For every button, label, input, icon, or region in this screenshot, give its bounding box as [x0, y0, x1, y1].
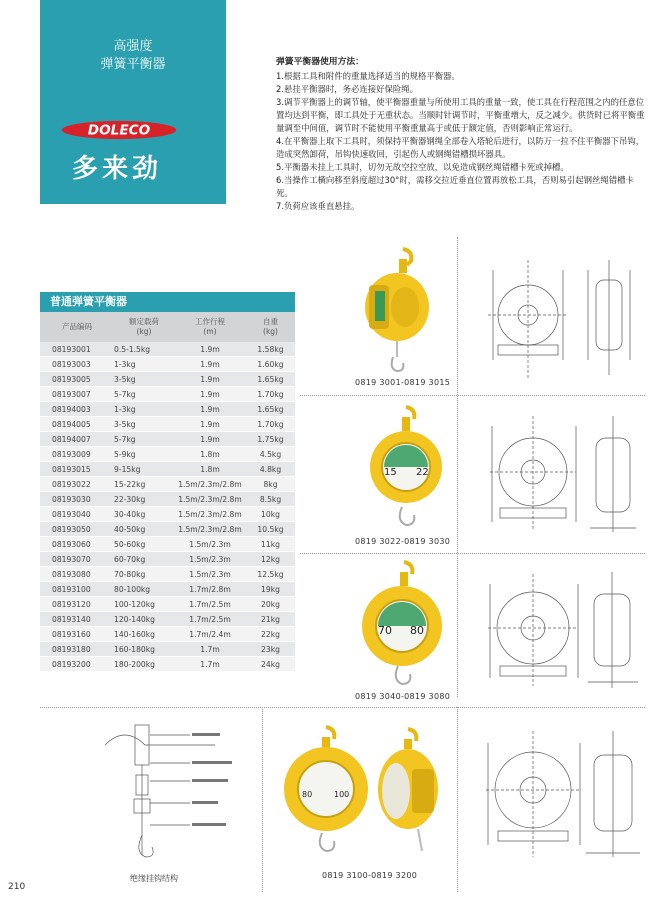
divider-bottom-right: [457, 707, 458, 892]
logo-text: DOLECO: [87, 122, 151, 139]
cell-load: 22-30kg: [114, 494, 146, 504]
instruction-item-2: 2.悬挂平衡器时，务必连接好保险绳。: [276, 84, 418, 94]
cell-load: 30-40kg: [114, 509, 146, 519]
cell-weight: 4.5kg: [259, 449, 282, 459]
table-row: [40, 597, 295, 612]
table-row: [40, 342, 295, 357]
instruction-item-6: 6.当操作工横向移至斜度超过30°时，需移交拉近垂直位置再放松工具，否则易引起钢丝绳错槽卡死。: [276, 175, 634, 198]
cell-load: 3-5kg: [114, 374, 136, 384]
cell-weight: 24kg: [261, 659, 280, 669]
header-load-label: 额定载荷: [129, 317, 159, 326]
cell-code: 08193007: [52, 389, 91, 399]
cell-stroke: 1.7m: [200, 659, 220, 669]
cell-stroke: 1.7m/2.5m: [189, 614, 231, 624]
cell-stroke: 1.9m: [200, 404, 220, 414]
cell-code: 08193200: [52, 659, 91, 669]
cell-load: 40-50kg: [114, 524, 146, 534]
table-row: [40, 612, 295, 627]
gauge-high-label: 80: [410, 624, 424, 637]
cell-weight: 8kg: [263, 479, 278, 489]
cell-weight: 21kg: [261, 614, 280, 624]
cell-stroke: 1.5m/2.3m: [189, 569, 231, 579]
cell-stroke: 1.8m: [200, 449, 220, 459]
instructions-title: 弹簧平衡器使用方法：: [276, 57, 364, 67]
table-row: [40, 432, 295, 447]
cell-load: 80-100kg: [114, 584, 151, 594]
table-header: [40, 312, 295, 342]
caption-product-4: 0819 3100-0819 3200: [322, 871, 418, 880]
header-load: [114, 312, 174, 342]
cell-load: 60-70kg: [114, 554, 146, 564]
instruction-item-1: 1.根据工具和附件的重量选择适当的规格平衡器。: [276, 71, 460, 81]
cell-stroke: 1.5m/2.3m/2.8m: [178, 479, 242, 489]
gauge-high-label: 22: [416, 467, 429, 478]
table-row: [40, 567, 295, 582]
cell-load: 5-9kg: [114, 449, 136, 459]
cell-weight: 20kg: [261, 599, 280, 609]
cell-weight: 1.70kg: [257, 419, 284, 429]
cell-stroke: 1.9m: [200, 419, 220, 429]
table-row: [40, 507, 295, 522]
technical-drawing-4: [478, 725, 643, 865]
divider-row-3: [40, 707, 645, 708]
header-weight: [246, 312, 295, 342]
cell-stroke: 1.5m/2.3m: [189, 554, 231, 564]
header-title-line2: 弹簧平衡器: [100, 57, 166, 72]
table-row: [40, 537, 295, 552]
page-number: 210: [8, 882, 26, 892]
instruction-item-4: 4.在平衡器上取下工具时，须保持平衡器钢绳全部卷入塔轮后进行，以防万一拉不住平衡器下吊钩，造成突然卸荷，吊钩快速收回，引起伤人或钢绳错槽损坏器具。: [276, 136, 645, 159]
cell-load: 100-120kg: [114, 599, 155, 609]
technical-drawing-3: [478, 568, 643, 693]
cell-stroke: 1.5m/2.3m/2.8m: [178, 509, 242, 519]
structure-caption: 绝缘挂钩结构: [130, 874, 178, 883]
cell-stroke: 1.8m: [200, 464, 220, 474]
cell-code: 08193060: [52, 539, 91, 549]
cell-code: 08193022: [52, 479, 91, 489]
cell-weight: 19kg: [261, 584, 280, 594]
cell-weight: 12kg: [261, 554, 280, 564]
cell-code: 08193100: [52, 584, 91, 594]
cell-stroke: 1.7m/2.5m: [189, 599, 231, 609]
cell-load: 50-60kg: [114, 539, 146, 549]
cell-code: 08193030: [52, 494, 91, 504]
cell-code: 08193003: [52, 359, 91, 369]
cell-code: 08194007: [52, 434, 91, 444]
cell-load: 160-180kg: [114, 644, 155, 654]
cell-code: 08193040: [52, 509, 91, 519]
cell-code: 08193009: [52, 449, 91, 459]
table-row: [40, 477, 295, 492]
table-body: [40, 342, 295, 672]
instruction-item-3: 3.调节平衡器上的调节轴，使平衡器重量与所使用工具的重量一致，使工具在行程范围之内的任意位置均达到平衡，即工具处于无重状态。当顺时针调节时，平衡重增大，反之减少。供货时已将平衡重量调至中间值，调节时不能使用平衡重量高于或低于额定值，否则影响正常运行。: [276, 97, 645, 133]
cell-stroke: 1.7m/2.8m: [189, 584, 231, 594]
header-code: 产品编码: [62, 322, 92, 331]
cell-weight: 10kg: [261, 509, 280, 519]
header-weight-label: 自重: [263, 317, 278, 326]
table-row: [40, 447, 295, 462]
cell-load: 0.5-1.5kg: [114, 344, 151, 354]
cell-weight: 8.5kg: [259, 494, 282, 504]
cell-weight: 23kg: [261, 644, 280, 654]
instruction-item-5: 5.平衡器未挂上工具时，切勿无故空拉空放，以免造成钢丝绳错槽卡死或掉槽。: [276, 162, 569, 172]
cell-stroke: 1.9m: [200, 389, 220, 399]
cell-code: 08193180: [52, 644, 91, 654]
balancer-heavy-image: [282, 725, 452, 865]
cell-weight: 11kg: [261, 539, 280, 549]
gauge-high-label: 100: [334, 790, 350, 799]
table-row: [40, 402, 295, 417]
header-stroke: [174, 312, 246, 342]
gauge-low-label: 80: [302, 790, 313, 799]
cell-weight: 1.60kg: [257, 359, 284, 369]
cell-stroke: 1.9m: [200, 434, 220, 444]
divider-vertical-right: [457, 237, 458, 697]
table-row: [40, 627, 295, 642]
doleco-logo: [55, 120, 183, 140]
caption-product-3: 0819 3040-0819 3080: [355, 692, 451, 701]
cell-weight: 1.65kg: [257, 404, 284, 414]
cell-load: 180-200kg: [114, 659, 155, 669]
cell-stroke: 1.5m/2.3m/2.8m: [178, 524, 242, 534]
divider-row-2: [300, 553, 645, 554]
gauge-low-label: 15: [384, 467, 397, 478]
divider-bottom-left: [262, 707, 263, 892]
table-row: [40, 492, 295, 507]
cell-load: 3-5kg: [114, 419, 136, 429]
table-row: [40, 357, 295, 372]
instruction-item-7: 7.负荷应该垂直悬挂。: [276, 201, 360, 211]
technical-drawing-2: [478, 410, 643, 540]
header-weight-unit: (kg): [263, 327, 278, 336]
cell-stroke: 1.9m: [200, 344, 220, 354]
technical-drawing-1: [478, 250, 643, 385]
cell-weight: 4.8kg: [259, 464, 282, 474]
cell-load: 1-3kg: [114, 359, 136, 369]
cell-load: 140-160kg: [114, 629, 155, 639]
table-row: [40, 462, 295, 477]
cell-load: 15-22kg: [114, 479, 146, 489]
table-row: [40, 417, 295, 432]
insulated-hook-structure-drawing: [95, 715, 255, 865]
caption-product-2: 0819 3022-0819 3030: [355, 537, 451, 546]
cell-code: 08193120: [52, 599, 91, 609]
table-row: [40, 657, 295, 672]
cell-code: 08193080: [52, 569, 91, 579]
cell-load: 9-15kg: [114, 464, 141, 474]
table-row: [40, 552, 295, 567]
cell-load: 5-7kg: [114, 434, 136, 444]
logo-chinese-name: 多来劲: [72, 154, 163, 184]
cell-code: 08194003: [52, 404, 91, 414]
table-title: 普通弹簧平衡器: [40, 292, 295, 312]
cell-stroke: 1.9m: [200, 374, 220, 384]
table-row: [40, 642, 295, 657]
balancer-medium-image: [368, 405, 448, 535]
table-row: [40, 582, 295, 597]
cell-code: 08193001: [52, 344, 91, 354]
header-block: [40, 0, 226, 204]
cell-load: 5-7kg: [114, 389, 136, 399]
cell-weight: 12.5kg: [257, 569, 284, 579]
cell-weight: 1.65kg: [257, 374, 284, 384]
cell-weight: 10.5kg: [257, 524, 284, 534]
cell-weight: 1.75kg: [257, 434, 284, 444]
cell-stroke: 1.7m/2.4m: [189, 629, 231, 639]
cell-code: 08194005: [52, 419, 91, 429]
cell-code: 08193140: [52, 614, 91, 624]
cell-stroke: 1.5m/2.3m/2.8m: [178, 494, 242, 504]
table-row: [40, 372, 295, 387]
cell-code: 08193160: [52, 629, 91, 639]
caption-product-1: 0819 3001-0819 3015: [355, 378, 451, 387]
cell-load: 70-80kg: [114, 569, 146, 579]
cell-weight: 22kg: [261, 629, 280, 639]
usage-instructions: [276, 56, 646, 213]
header-title-line1: 高强度: [113, 39, 153, 54]
balancer-small-image: [355, 245, 435, 375]
spec-table: [40, 292, 295, 672]
cell-stroke: 1.9m: [200, 359, 220, 369]
balancer-large-image: [360, 560, 445, 690]
cell-weight: 1.58kg: [257, 344, 284, 354]
cell-code: 08193015: [52, 464, 91, 474]
cell-stroke: 1.5m/2.3m: [189, 539, 231, 549]
gauge-low-label: 70: [378, 624, 392, 637]
cell-load: 120-140kg: [114, 614, 155, 624]
divider-row-1: [300, 395, 645, 396]
header-stroke-label: 工作行程: [195, 317, 225, 326]
table-row: [40, 387, 295, 402]
cell-code: 08193005: [52, 374, 91, 384]
header-stroke-unit: (m): [203, 327, 217, 336]
cell-code: 08193050: [52, 524, 91, 534]
cell-load: 1-3kg: [114, 404, 136, 414]
cell-weight: 1.70kg: [257, 389, 284, 399]
header-load-unit: (kg): [136, 327, 152, 336]
cell-code: 08193070: [52, 554, 91, 564]
cell-stroke: 1.7m: [200, 644, 220, 654]
table-row: [40, 522, 295, 537]
